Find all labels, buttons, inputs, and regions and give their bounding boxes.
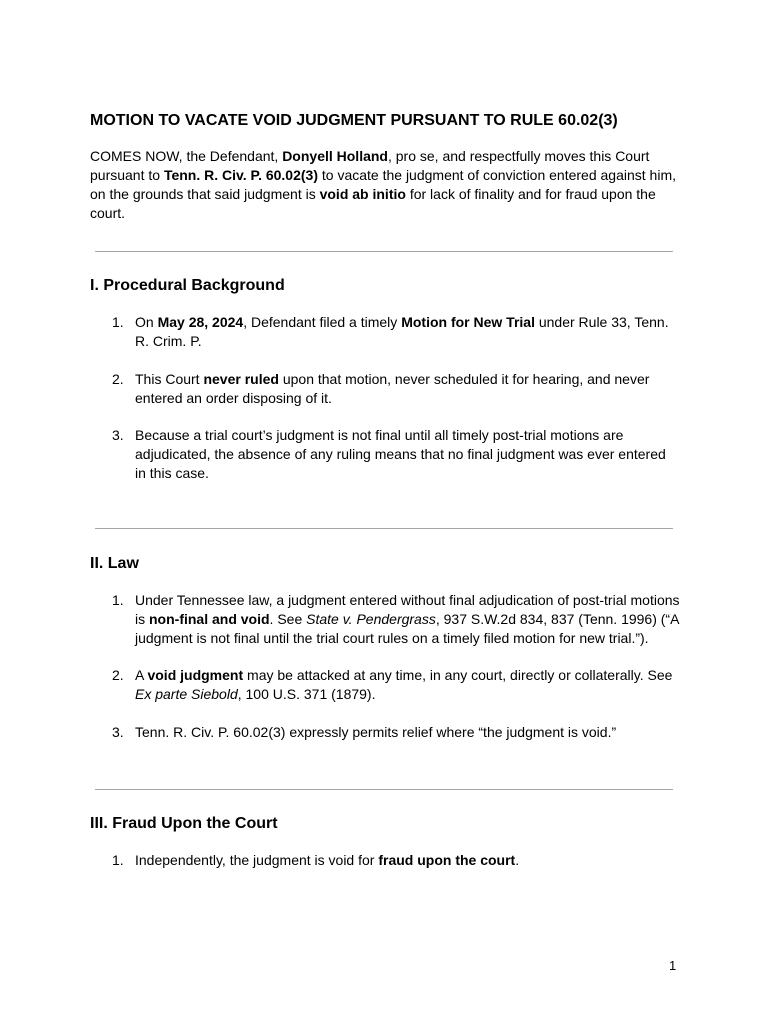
list-item-text-part: Tenn. R. Civ. P. 60.02(3) expressly permits relief where “the judgment is void.”	[135, 724, 617, 740]
list-item	[90, 426, 680, 483]
intro-text-1: COMES NOW, the Defendant,	[90, 148, 283, 164]
list-item-text	[135, 851, 680, 870]
section-heading-law: II. Law	[90, 555, 139, 572]
list-item-text	[135, 426, 680, 483]
list-item-text-part: , 937 S.W.2d 834, 837 (Tenn. 1996) (“A judgment is not final until the trial court rules on a timely filed motion for new trial.”).	[135, 611, 679, 646]
list-item-text-part: upon that motion, never scheduled it for hearing, and never entered an order disposing of it.	[135, 371, 650, 406]
list-item-text	[135, 313, 680, 351]
list-item	[90, 851, 680, 870]
list-item-number: 3.	[112, 724, 124, 740]
list-item-text-part: Under Tennessee law, a judgment entered without final adjudication of post-trial motions is	[135, 592, 680, 627]
filing-date: May 28, 2024	[157, 314, 244, 330]
list-item	[90, 313, 680, 351]
list-item-text-part: , 100 U.S. 371 (1879).	[237, 686, 376, 702]
list-item-text-part: Because a trial court’s judgment is not final until all timely post-trial motions are adjudicated, the absence of any ruling means that no final judgment was ever entered in this case.	[135, 427, 666, 481]
list-item-number: 1.	[112, 592, 124, 608]
section-divider	[95, 789, 673, 790]
list-item-text-part: A	[135, 667, 148, 683]
list-item-number: 3.	[112, 427, 124, 443]
defendant-name: Donyell Holland	[282, 148, 388, 164]
list-item	[90, 591, 680, 648]
rule-citation: Tenn. R. Civ. P. 60.02(3)	[163, 167, 318, 183]
list-item-number: 2.	[112, 667, 124, 683]
section-heading-background: I. Procedural Background	[90, 277, 285, 294]
list-item-text	[135, 370, 680, 408]
document-title: MOTION TO VACATE VOID JUDGMENT PURSUANT TO RULE 60.02(3)	[90, 112, 618, 129]
section-heading-fraud: III. Fraud Upon the Court	[90, 815, 278, 832]
list-item-text-part: . See	[269, 611, 307, 627]
fraud-upon-the-court: fraud upon the court	[378, 852, 516, 868]
intro-paragraph	[90, 147, 680, 223]
non-final-and-void: non-final and void	[149, 611, 270, 627]
page-number: 1	[669, 958, 677, 973]
list-item-text-part: .	[515, 852, 520, 868]
never-ruled: never ruled	[203, 371, 279, 387]
intro-text-4: for lack of finality and for fraud upon the court.	[90, 186, 656, 221]
list-item-number: 1.	[112, 314, 124, 330]
list-item	[90, 666, 680, 704]
list-item-text-part: On	[135, 314, 158, 330]
list-item-text-part: This Court	[135, 371, 204, 387]
list-item-text	[135, 591, 680, 648]
intro-text-3: to vacate the judgment of conviction entered against him, on the grounds that said judgment is	[90, 167, 676, 202]
list-item-text	[135, 723, 680, 742]
list-item-text-part: may be attacked at any time, in any court, directly or collaterally. See	[243, 667, 673, 683]
void-judgment: void judgment	[147, 667, 244, 683]
intro-text-2: , pro se, and respectfully moves this Court pursuant to	[90, 148, 650, 183]
void-ab-initio: void ab initio	[319, 186, 406, 202]
section-divider	[95, 528, 673, 529]
section-divider	[95, 251, 673, 252]
list-item	[90, 370, 680, 408]
motion-for-new-trial: Motion for New Trial	[401, 314, 535, 330]
list-item-text	[135, 666, 680, 704]
list-item-text-part: , Defendant filed a timely	[243, 314, 402, 330]
case-name-pendergrass: State v. Pendergrass	[306, 611, 436, 627]
list-item-number: 1.	[112, 852, 124, 868]
list-item	[90, 723, 680, 742]
list-item-number: 2.	[112, 371, 124, 387]
case-name-siebold: Ex parte Siebold	[135, 686, 238, 702]
list-item-text-part: Independently, the judgment is void for	[135, 852, 379, 868]
list-item-text-part: under Rule 33, Tenn. R. Crim. P.	[135, 314, 669, 349]
